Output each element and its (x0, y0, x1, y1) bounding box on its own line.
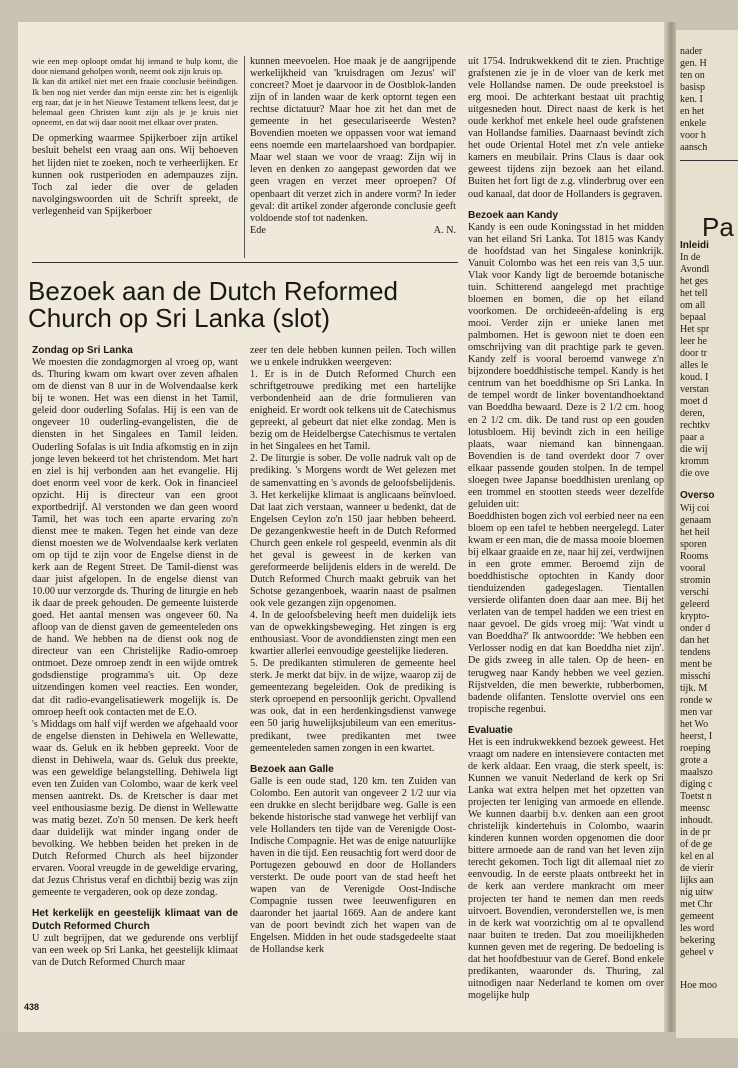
signature-place: Ede (250, 224, 266, 236)
next-page-line: kromm (680, 456, 709, 467)
next-page-line: ronde w (680, 695, 713, 706)
next-page-line: vooral (680, 563, 706, 574)
subheading: Evaluatie (468, 724, 513, 736)
signature-initials: A. N. (433, 224, 456, 236)
next-page-line: genaam (680, 515, 712, 526)
next-page-line: gen. H (680, 58, 707, 69)
next-page-line: maalszo (680, 767, 713, 778)
next-page-line: koud. I (680, 372, 709, 383)
paragraph: uit 1754. Indrukwekkend dit te zien. Prachtige grafstenen zie je in de vloer van de kerk met vele Hollandse namen. De oude preekstoel is erg mooi. De achterkant bestaat uit prachtig uitgesneden hout. Direct naast de kerk is het oude kerkhof met enkele heel oude grafstenen van Hollandse families. Daarnaast bevindt zich het oude Oriental Hotel met z'n vele antieke kamers en meubilair. Prins Claus is daar ook geweest tijdens zijn bezoek aan het eiland. Buiten het fort ligt de z.g. vlinderbrug over een oud kanaal, dat door de Hollanders is gegraven. (468, 56, 664, 200)
next-page-line: tendens (680, 647, 711, 658)
next-page-line: heerst, I (680, 731, 713, 742)
next-page-line: onder d (680, 623, 711, 634)
list-item: 5. De predikanten stimuleren de gemeente heel sterk. Je merkt dat bijv. in de wijze, waarop zij de gemeentezang begeleiden. Ook de prediking is sterk oproepend en persoonlijk gericht. Opvallend was ook, dat in een herdenkingsdienst vanwege een 50 jarig huwelijksjubileum van een emeritus-predikant, twee predikanten met twee gemeenteleden samen zongen in een kwartet. (250, 658, 456, 754)
next-page-line: krypto- (680, 611, 710, 622)
next-page-line: Wij coi (680, 503, 710, 514)
subheading: Bezoek aan Galle (250, 763, 334, 775)
next-page-line: In de (680, 252, 701, 263)
page-number: 438 (24, 1002, 40, 1012)
next-page-edge (676, 30, 738, 1038)
next-page-line: leer he (680, 336, 707, 347)
next-page-line: diging c (680, 779, 713, 790)
next-page-line: het Wo (680, 719, 709, 730)
list-item: 4. In de geloofsbeleving heeft men duidelijk iets van de opwekkingsbeweging. Het zingen is erg enthousiast. Voor de avonddiensten zingt men een kwartier allerlei eenvoudige geestelijke liederen. (250, 610, 456, 658)
column-3 (468, 56, 664, 1002)
article-title: Bezoek aan de Dutch Reformed Church op Sri Lanka (slot) (28, 276, 398, 333)
next-page-line: deren, (680, 408, 705, 419)
quote-paragraph: wie een mep oploopt omdat hij iemand te hulp komt, die door niemand geholpen wordt, neemt ook zijn kruis op. (32, 56, 238, 77)
next-page-line: paar a (680, 432, 705, 443)
next-page-line: rechtkv (680, 420, 710, 431)
paragraph: We moesten die zondagmorgen al vroeg op, want ds. Thuring kwam om kwart over zeven afhalen om de dienst van 8 uur in de Wolvendaalse kerk bij te wonen. Het was een dienst in het Tamil, geleid door ouderling Sofalas. Hij is een van de ongeveer 10 ouderling-evangelisten, die de diensten in het Singalees en Tamil leiden. Ouderling Sofalas is uit India afkomstig en in zijn jonge leven bekeerd tot het christendom. Met hart en ziel is hij verbonden aan het evangelie. Hij doet enorm veel voor de kerk. Ook in financieel opzicht. Hij is directeur van een groot exportbedrijf. Al verstonden we dan geen woord Tamil, het was toch een aparte ervaring zo'n dienst mee te maken. Tegen het einde van deze dienst moesten we de Wolvendaalse kerk verlaten om op tijd te zijn voor de Engelse dienst in de kerk aan de Regent Street. De Tamil-dienst was daar juist afgelopen. In de engelse dienst van 10.00 uur verzorgde ds. Thuring de liturgie en heb ik daar de preek gehouden. De gemeente luisterde goed. Het aantal mensen was ongeveer 60. Na afloop van de dienst gaven de gemeenteleden ons de hand. We hebben na de dienst ook nog de directeur van een Christelijke Radio-omroep ontmoet. Deze omroep zendt in een wijde omtrek godsdienstige programma's uit. Op deze uitzendingen komen veel reacties. Een wonder, dat dit radio-evangelisatiewerk mogelijk is. De omroep heeft ook contacten met de E.O. (32, 357, 238, 718)
next-page-line: tijk. M (680, 683, 708, 694)
next-page-line: moet d (680, 396, 708, 407)
next-page-line: gemeent (680, 911, 714, 922)
next-page-line: alles le (680, 360, 709, 371)
next-page-line: dan het (680, 635, 710, 646)
next-page-line: met Chr (680, 899, 713, 910)
column-divider (244, 56, 245, 258)
next-page-line: verschi (680, 587, 709, 598)
article-column-2 (250, 345, 456, 957)
paragraph: zeer ten dele hebben kunnen peilen. Toch willen we u enkele indrukken weergeven: (250, 345, 456, 369)
next-page-title: Pa (702, 212, 734, 242)
next-page-line: men var (680, 707, 713, 718)
paragraph: Het is een indrukwekkend bezoek geweest. Het vraagt om nadere en intensievere contacten met de kerk aldaar. Een vraag, die sterk speelt, is: Kunnen we vanuit Nederland de kerk op Sri Lanka wat extra helpen met het opzetten van projecten ter leniging van armoede en ellende. We kunnen daarbij b.v. denken aan een groot christelijk kindertehuis in Colombo, waarin kinderen kunnen worden opgenomen die door bittere armoede aan de rand van het leven zijn terecht gekomen. Toch ligt dit allemaal niet zo eenvoudig. In de eerste plaats ontbreekt het in de kerk aan verdere mankracht om meer projecten ter hand te nemen dan men reeds uitvoert. Bovendien, veronderstellen we, is men in de kerk wat voorzichtig om al te opvallend naar buiten te treden. Dat zou moeilijkheden kunnen geven met de regering. De bedoeling is dat het hoofdbestuur van de Geref. Bond enkele predikanten, waaronder ds. Thuring, zal uitnodigen naar Nederland te komen om over mogelijke hulp (468, 736, 664, 1001)
next-page-line: nig uitw (680, 887, 714, 898)
list-item: 3. Het kerkelijke klimaat is anglicaans beïnvloed. Dat laat zich verstaan, wanneer u bedenkt, dat de Engelsen Ceylon zo'n 150 jaar hebben beheerd. De gezangenkwestie heeft in de Dutch Reformed Church geen enkele rol gespeeld, evenmin als dit het geval is geweest in de kerken van gereformeerde belijdenis elders in de wereld. De Dutch Reformed Church maakt gebruik van het Schotse gezangenboek, waarin naast de psalmen ook vele gezangen zijn opgenomen. (250, 489, 456, 609)
next-page-line: sporen (680, 539, 707, 550)
next-page-line: en het (680, 106, 705, 117)
top-column-1 (32, 56, 238, 218)
next-page-line: grote a (680, 755, 708, 766)
paragraph: U zult begrijpen, dat we gedurende ons verblijf van een week op Sri Lanka, het geestelijk klimaat van de Dutch Reformed Church maar (32, 932, 238, 968)
paragraph: 's Middags om half vijf werden we afgehaald voor de engelse diensten in Dehiwela en Wellewatte, waar ds. Geluk en ik hebben gepreekt. Voor de dienst in Dehiwela, waar ds. Geluk dus preekte, was een geweldige belangstelling. Dehiwela ligt even ten Zuiden van Colombo, waar de kerk veel mensen aantrekt. Ds. de Kretscher is daar met veel enthousiasme bezig. De dienst in Wellewatte was matig bezet. Zo'n 50 mensen. De kerk heeft daar duidelijk wat minder ingang onder de bevolking. We hebben beiden het preken in de Dutch Reformed Church als heel bijzonder ervaren. Vooral vreugde in de geweldige ervaring, dat Jezus Christus veraf en dichtbij bezig was zijn gemeente te vergaderen, ook op deze zondag. (32, 718, 238, 899)
next-page-block-1 (680, 240, 710, 480)
paragraph: Boeddhisten bogen zich vol eerbied neer na een bloem op een tafel te hebben neergelegd. Later kwam er een man, die de massa mooie bloemen bij elkaar graaide en ze, naar hij zei, verdwijnen in een grote emmer. Beroemd zijn de boeddhistische optochten in Kandy door tienduizenden gadegeslagen. Tientallen versierde olifanten doen daar aan mee. Bij het verlaten van de tempel hadden we een triest en naar gevoel. De gids vroeg mij: 'Wat vindt u van Boeddha?' Ik antwoordde: 'We hebben een Verlosser nodig en dat kan Boeddha niet zijn'. De gids zweeg in alle talen. Op de heen- en terugweg naar Kandy hebben we veel gezien. Rijstvelden, die men bewerkte, rubberbomen, badende olifanten. Tenslotte overviel ons een tropische regenbui. (468, 510, 664, 715)
paragraph: Galle is een oude stad, 120 km. ten Zuiden van Colombo. Een autorit van ongeveer 2 1/2 uur via een drukke en slecht berijdbare weg. Galle is een bekende historische stad vanwege het verblijf van vele Hollanders ten tijde van de Verenigde Oost-Indische Compagnie. Het was de enige natuurlijke haven in die tijd. Een reusachtig fort werd door de Portugezen gebouwd en door de Hollanders versterkt. De oude poort van de stad heeft het wapen van de Verenigde Oost-Indische Compagnie tussen twee leeuwenfiguren en daaronder het jaartal 1669. Aan de andere kant van de poort bevindt zich het wapen van de Engelsen. Midden in het oude stadsgedeelte staat de Hollandse kerk (250, 775, 456, 956)
next-page-top-lines (680, 46, 707, 154)
next-page-line: roeping (680, 743, 711, 754)
next-page-line: het heil (680, 527, 710, 538)
next-page-line: Inleidi (680, 240, 709, 251)
paragraph: kunnen meevoelen. Hoe maak je de aangrijpende werkelijkheid van 'kruisdragen om Jezus' wil' concreet? Moet je daarvoor in de Oostblok-landen zijn of in landen waar de kerk optornt tegen een rechtse dictatuur? Maar hoe zit het dan met de gemeente in het geseculariseerde Westen? Bovendien moeten we oppassen voor wat iemand eens noemde een martelaarshoed van bordpapier. Maar wel staan we voor de vraag: Zijn wij in leven en denken zo aangepast geworden dat we geen vragen en verzet meer oproepen? Of openbaart dit verzet zich in andere vorm? In ieder geval: dit artikel zonder afgeronde conclusie geeft voldoende stof tot nadenken. (250, 56, 456, 224)
next-page-line: Rooms (680, 551, 709, 562)
next-page-line: Avondl (680, 264, 710, 275)
next-page-line: geleerd (680, 599, 710, 610)
article-column-1 (32, 345, 238, 969)
next-page-line: inhoudt. (680, 815, 714, 826)
next-page-line: voor h (680, 130, 706, 141)
quote-paragraph: Ik kan dit artikel niet met een fraaie conclusie beëindigen. Ik ben nog niet verder dan mijn eerste zin: het is eigenlijk erg raar, dat je in het Nieuwe Testament telkens leest, dat je helemaal geen Christen kunt zijn als je je kruis niet opneemt, en dat wij daar nooit met elkaar over praten. (32, 76, 238, 128)
signature-row (250, 225, 456, 237)
next-page-line: die ove (680, 468, 710, 479)
next-page-line: geheel v (680, 947, 714, 958)
next-page-line: om all (680, 300, 706, 311)
next-page-line: stromin (680, 575, 711, 586)
subheading: Het kerkelijk en geestelijk klimaat van de Dutch Reformed Church (32, 908, 238, 932)
next-page-line: les word (680, 923, 715, 934)
list-item: 2. De liturgie is sober. De volle nadruk valt op de prediking. 's Morgens wordt de Wet gelezen met de samenvatting en 's avonds de geloofsbelijdenis. (250, 453, 456, 489)
next-page-line: het tell (680, 288, 708, 299)
next-page-line: ment be (680, 659, 712, 670)
list-item: 1. Er is in de Dutch Reformed Church een schriftgetrouwe prediking met een hartelijke verbondenheid aan de drie formulieren van enigheid. Er wordt ook telkens uit de Catechismus gepreekt, al gebeurt dat niet elke zondag. Men is bezig om de Heidelbergse Catechismus te vertalen in het Singalees en het Tamil. (250, 369, 456, 453)
next-page-line: in de pr (680, 827, 711, 838)
next-page-line: bekering (680, 935, 715, 946)
next-page-line: meensc (680, 803, 710, 814)
subheading: Zondag op Sri Lanka (32, 345, 133, 356)
next-page-line: ken. I (680, 94, 703, 105)
next-page-line: het ges (680, 276, 709, 287)
next-page-line: ten on (680, 70, 705, 81)
next-page-line: misschi (680, 671, 711, 682)
paragraph: De opmerking waarmee Spijkerboer zijn artikel besluit behelst een vraag aan ons. Wij behoeven het lijden niet te zoeken, noch te verheerlijken. Er kunnen ook rustperioden en adempauzes zijn. Toch zal ieder die over de geladen navolgingswoorden uit de Schrift spreekt, de verlegenheid van Spijkerboer (32, 133, 238, 217)
next-page-line: enkele (680, 118, 707, 129)
next-page-footer: Hoe moo (680, 980, 717, 991)
scan-margin (0, 1032, 738, 1068)
next-page-line: aansch (680, 142, 708, 153)
next-page-line: die wij (680, 444, 708, 455)
next-page-block-2 (680, 503, 715, 959)
next-page-line: verstan (680, 384, 709, 395)
next-page-line: Het spr (680, 324, 710, 335)
next-page-line: door tr (680, 348, 707, 359)
next-page-subheading: Overso (680, 490, 715, 501)
next-page-line: nader (680, 46, 703, 57)
next-page-line: basisp (680, 82, 705, 93)
next-page-line: kel en al (680, 851, 714, 862)
next-page-line: bepaal (680, 312, 707, 323)
next-page-rule (680, 160, 738, 161)
subheading: Bezoek aan Kandy (468, 209, 559, 221)
paragraph: Kandy is een oude Koningsstad in het midden van het eiland Sri Lanka. Tot 1815 was Kandy de hoofdstad van het Singalese koninkrijk. Vanuit Colombo was het een reis van 3,5 uur. Vlak voor Kandy ligt de beroemde botanische tuin. Schitterend aangelegd met prachtige bloemen en bomen, die op het eiland voorkomen. De orchideeën-afdeling is erg mooi. Verder zijn er unieke lanen met palmbomen. Het is gewoon niet te doen een omschrijving van dit prachtige park te geven. Kandy zelf is vooral beroemd vanwege z'n bijzondere boeddhistische tempel. Kandy is het centrum van het boeddhisme op Sri Lanka. In de tempel wordt de linker boventandhoektand van Boeddha bewaard. Deze is 2 1/2 cm. hoog en 2 1/2 cm. dik. De tand rust op een gouden lotusbloem. Hij bevindt zich in een heilige plaats, waar niemand kan binnengaan. Bovendien is de tand overdekt door 7 over elkaar passende gouden stolpen. In de tempel sloegen twee Japanse boeddhisten urenlang op een trommel en stootten steeds weer dezelfde geluiden uit: (468, 221, 664, 510)
next-page-line: de vierir (680, 863, 714, 874)
next-page-line: Toetst n (680, 791, 712, 802)
top-column-2 (250, 56, 456, 237)
next-page-line: of de ge (680, 839, 713, 850)
section-rule (32, 262, 458, 263)
next-page-line: lijks aan (680, 875, 714, 886)
